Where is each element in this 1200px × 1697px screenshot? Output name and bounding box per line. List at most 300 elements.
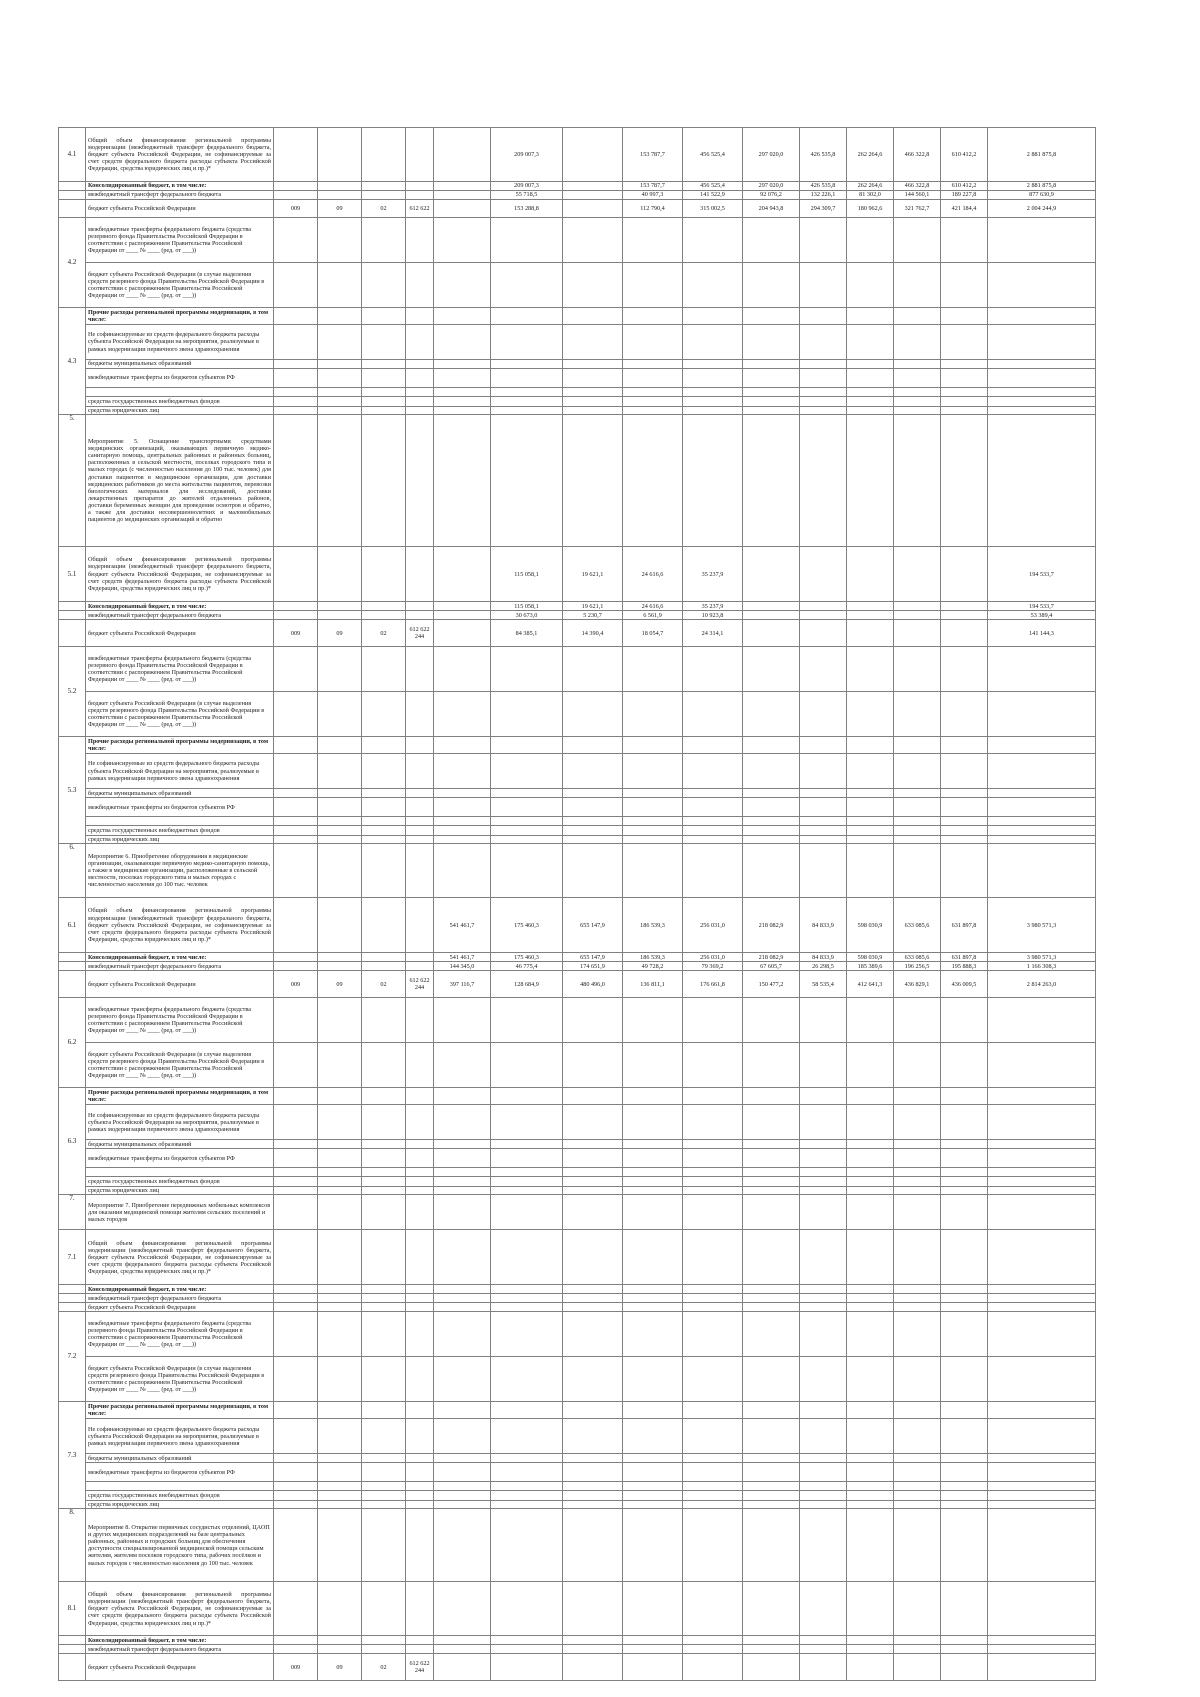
amount-cell: 480 496,0 (563, 971, 623, 998)
budget-code (274, 1312, 318, 1357)
amount-cell (941, 1509, 988, 1582)
amount-cell (563, 789, 623, 798)
amount-cell: 67 605,7 (743, 962, 800, 971)
budget-code (274, 1230, 318, 1285)
amount-cell (683, 1312, 743, 1357)
amount-cell (563, 128, 623, 182)
amount-cell (941, 397, 988, 407)
amount-cell (743, 415, 800, 547)
amount-cell (434, 1195, 491, 1230)
amount-cell (683, 1149, 743, 1168)
budget-code (406, 1509, 434, 1582)
amount-cell (941, 1149, 988, 1168)
table-row (59, 826, 1096, 836)
amount-cell (800, 1187, 847, 1195)
amount-cell (847, 1582, 894, 1636)
budget-code (318, 647, 362, 692)
table-row (59, 1149, 1096, 1168)
amount-cell (894, 817, 941, 826)
amount-cell (623, 1454, 683, 1463)
amount-cell (563, 1501, 623, 1509)
amount-cell (988, 998, 1096, 1043)
amount-cell (491, 1149, 563, 1168)
amount-cell (800, 692, 847, 737)
budget-code (274, 611, 318, 620)
budget-code (362, 602, 406, 611)
budget-code (362, 692, 406, 737)
amount-cell (623, 1195, 683, 1230)
amount-cell (800, 826, 847, 836)
table-row (59, 836, 1096, 844)
amount-cell (800, 1285, 847, 1294)
budget-document (58, 127, 1096, 1681)
budget-code (406, 325, 434, 360)
table-row (59, 1454, 1096, 1463)
budget-code (406, 836, 434, 844)
amount-cell (434, 1491, 491, 1501)
budget-code (274, 182, 318, 191)
amount-cell (563, 1636, 623, 1645)
row-index (59, 953, 86, 962)
budget-code (362, 128, 406, 182)
amount-cell: 35 237,9 (683, 602, 743, 611)
table-row (59, 611, 1096, 620)
amount-cell (941, 1419, 988, 1454)
table-row (59, 1195, 1096, 1230)
amount-cell (894, 308, 941, 325)
amount-cell (941, 1195, 988, 1230)
amount-cell: 55 718,5 (491, 191, 563, 200)
budget-code (406, 128, 434, 182)
amount-cell (800, 1509, 847, 1582)
amount-cell (491, 844, 563, 898)
budget-code (274, 547, 318, 602)
amount-cell (800, 1654, 847, 1681)
amount-cell: 6 561,9 (623, 611, 683, 620)
amount-cell (743, 397, 800, 407)
amount-cell (563, 1419, 623, 1454)
budget-code (318, 1105, 362, 1140)
amount-cell: 141 522,9 (683, 191, 743, 200)
amount-cell: 84 833,9 (800, 898, 847, 953)
row-index (59, 1636, 86, 1645)
amount-cell (800, 1463, 847, 1482)
amount-cell (563, 1303, 623, 1312)
amount-cell: 2 881 875,8 (988, 128, 1096, 182)
amount-cell: 18 054,7 (623, 620, 683, 647)
amount-cell (847, 836, 894, 844)
item-description: Не софинансируемые из средств федерального бюджета расходы субъекта Российской Федерации на мероприятия, реализуемые в рамках модернизации первичного звена здравоохранения (86, 325, 274, 360)
amount-cell (894, 611, 941, 620)
amount-cell (563, 200, 623, 218)
row-index: 7.1 (59, 1230, 86, 1285)
row-index: 6. (59, 844, 86, 898)
amount-cell (800, 1294, 847, 1303)
item-description: Мероприятие 5. Оснащение транспортными средствами медицинских организаций, оказывающих первичную медико-санитарную помощь, центральных районных и районных больниц, расположенных в сельской местности, поселках городского типа и малых городах (с численностью населения до 100 тыс. человек) для доставки пациентов в медицинские организации, для доставки медицинских работников до места жительства пациентов, перевозки биологических материалов для исследований, доставки лекарственных препаратов до жителей отдаленных районов, доставки беременных женщин для проведения осмотров и обратно, а также для доставки несовершеннолетних и маломобильных пациентов до медицинских организаций и обратно (86, 415, 274, 547)
amount-cell (800, 1168, 847, 1177)
amount-cell (623, 1140, 683, 1149)
amount-cell: 194 533,7 (988, 547, 1096, 602)
amount-cell (434, 1105, 491, 1140)
amount-cell (563, 1177, 623, 1187)
table-row (59, 1043, 1096, 1088)
amount-cell (563, 1509, 623, 1582)
amount-cell (434, 1043, 491, 1088)
amount-cell (847, 1645, 894, 1654)
amount-cell (941, 308, 988, 325)
budget-code (274, 1463, 318, 1482)
amount-cell (988, 1195, 1096, 1230)
amount-cell (847, 826, 894, 836)
table-row (59, 388, 1096, 397)
amount-cell (743, 602, 800, 611)
budget-code (318, 1043, 362, 1088)
amount-cell (743, 407, 800, 415)
amount-cell (683, 1654, 743, 1681)
table-row (59, 182, 1096, 191)
amount-cell: 81 302,0 (847, 191, 894, 200)
amount-cell (563, 1402, 623, 1419)
amount-cell: 436 009,5 (941, 971, 988, 998)
amount-cell (563, 1645, 623, 1654)
amount-cell (683, 1195, 743, 1230)
budget-code (406, 388, 434, 397)
budget-code (318, 817, 362, 826)
amount-cell (988, 826, 1096, 836)
amount-cell (941, 1168, 988, 1177)
budget-code (362, 1645, 406, 1654)
budget-code (362, 325, 406, 360)
item-description: бюджет субъекта Российской Федерации (86, 1654, 274, 1681)
budget-code (406, 962, 434, 971)
amount-cell (683, 1168, 743, 1177)
budget-code (318, 1312, 362, 1357)
budget-code (406, 263, 434, 308)
amount-cell (743, 692, 800, 737)
table-row (59, 1501, 1096, 1509)
amount-cell (434, 1303, 491, 1312)
amount-cell (847, 397, 894, 407)
budget-code (362, 1636, 406, 1645)
item-description: межбюджетный трансферт федерального бюджета (86, 1294, 274, 1303)
amount-cell (743, 1636, 800, 1645)
item-description: бюджет субъекта Российской Федерации (86, 971, 274, 998)
amount-cell (563, 1463, 623, 1482)
amount-cell: 24 616,6 (623, 602, 683, 611)
amount-cell (743, 308, 800, 325)
amount-cell (434, 1187, 491, 1195)
amount-cell (683, 1187, 743, 1195)
amount-cell (623, 407, 683, 415)
amount-cell (988, 218, 1096, 263)
amount-cell (800, 798, 847, 817)
amount-cell (941, 1491, 988, 1501)
budget-code (274, 1509, 318, 1582)
amount-cell (743, 1088, 800, 1105)
table-row (59, 1312, 1096, 1357)
budget-code (318, 1187, 362, 1195)
amount-cell (988, 836, 1096, 844)
amount-cell (434, 1454, 491, 1463)
row-index: 4.3 (59, 308, 86, 415)
item-description: Общий объем финансирования региональной программы модернизации (межбюджетный трансферт федерального бюджета, бюджет субъекта Российской Федерации, не софинансируемые за счет средств федерального бюджета расходы субъекта Российской Федерации, средства юридических лиц и пр.)* (86, 1582, 274, 1636)
amount-cell (434, 263, 491, 308)
row-index: 6.2 (59, 998, 86, 1088)
amount-cell (563, 1195, 623, 1230)
budget-code (362, 369, 406, 388)
amount-cell (623, 1645, 683, 1654)
amount-cell (988, 1645, 1096, 1654)
row-index (59, 1294, 86, 1303)
amount-cell (988, 1140, 1096, 1149)
amount-cell (683, 415, 743, 547)
budget-code (406, 1149, 434, 1168)
amount-cell (847, 798, 894, 817)
budget-code (362, 407, 406, 415)
amount-cell (847, 1195, 894, 1230)
item-description: бюджет субъекта Российской Федерации (в случае выделения средств резервного фонда Правительства Российской Федерации в соответствии с распоряжением Правительства Российской Федерации от ____ № ____ (ред. от ___)) (86, 1357, 274, 1402)
amount-cell (988, 692, 1096, 737)
amount-cell (683, 397, 743, 407)
table-row (59, 1105, 1096, 1140)
amount-cell: 180 962,6 (847, 200, 894, 218)
budget-code (318, 1285, 362, 1294)
budget-code (362, 1454, 406, 1463)
table-row (59, 1636, 1096, 1645)
budget-code (406, 1419, 434, 1454)
amount-cell (894, 789, 941, 798)
amount-cell (683, 1491, 743, 1501)
budget-code (406, 397, 434, 407)
amount-cell (683, 1285, 743, 1294)
amount-cell (941, 1312, 988, 1357)
amount-cell (847, 263, 894, 308)
amount-cell (683, 817, 743, 826)
amount-cell (894, 1312, 941, 1357)
budget-code (406, 789, 434, 798)
amount-cell (800, 1357, 847, 1402)
budget-code (274, 1491, 318, 1501)
budget-code (406, 1582, 434, 1636)
budget-code (274, 128, 318, 182)
amount-cell: 185 389,6 (847, 962, 894, 971)
budget-code (318, 1303, 362, 1312)
amount-cell (743, 325, 800, 360)
amount-cell (847, 1402, 894, 1419)
amount-cell (894, 754, 941, 789)
budget-code (318, 325, 362, 360)
amount-cell (941, 798, 988, 817)
amount-cell (988, 397, 1096, 407)
amount-cell (800, 547, 847, 602)
amount-cell (563, 1105, 623, 1140)
amount-cell (491, 647, 563, 692)
item-description: бюджет субъекта Российской Федерации (86, 1303, 274, 1312)
budget-code (318, 407, 362, 415)
budget-code (406, 1230, 434, 1285)
amount-cell (491, 1636, 563, 1645)
amount-cell (623, 388, 683, 397)
row-index (59, 971, 86, 998)
amount-cell: 153 787,7 (623, 128, 683, 182)
amount-cell (491, 817, 563, 826)
amount-cell (894, 1419, 941, 1454)
amount-cell (491, 826, 563, 836)
budget-code (318, 388, 362, 397)
amount-cell: 176 661,8 (683, 971, 743, 998)
amount-cell (743, 611, 800, 620)
amount-cell (491, 218, 563, 263)
budget-code (406, 415, 434, 547)
item-description (86, 388, 274, 397)
budget-code (274, 962, 318, 971)
amount-cell (941, 407, 988, 415)
amount-cell: 610 412,2 (941, 182, 988, 191)
amount-cell (941, 1636, 988, 1645)
amount-cell (894, 263, 941, 308)
amount-cell (623, 1463, 683, 1482)
budget-code: 02 (362, 971, 406, 998)
amount-cell (894, 360, 941, 369)
amount-cell (894, 1645, 941, 1654)
amount-cell (800, 1043, 847, 1088)
budget-code (274, 1285, 318, 1294)
amount-cell: 153 787,7 (623, 182, 683, 191)
table-row (59, 1168, 1096, 1177)
budget-code (406, 1303, 434, 1312)
amount-cell (847, 1140, 894, 1149)
item-description: средства юридических лиц (86, 407, 274, 415)
amount-cell (434, 789, 491, 798)
amount-cell (988, 1312, 1096, 1357)
amount-cell (894, 397, 941, 407)
amount-cell (847, 1105, 894, 1140)
budget-code (274, 415, 318, 547)
budget-code (406, 1463, 434, 1482)
item-description: Общий объем финансирования региональной программы модернизации (межбюджетный трансферт федерального бюджета, бюджет субъекта Российской Федерации, не софинансируемые за счет средств федерального бюджета расходы субъекта Российской Федерации, средства юридических лиц и пр.)* (86, 898, 274, 953)
item-description: бюджеты муниципальных образований (86, 789, 274, 798)
table-row (59, 1419, 1096, 1454)
table-row (59, 407, 1096, 415)
table-row (59, 547, 1096, 602)
item-description: Прочие расходы региональной программы модернизации, в том числе: (86, 1088, 274, 1105)
amount-cell: 58 535,4 (800, 971, 847, 998)
amount-cell (743, 1294, 800, 1303)
row-index (59, 620, 86, 647)
row-index: 6.1 (59, 898, 86, 953)
amount-cell (800, 388, 847, 397)
budget-code (362, 415, 406, 547)
budget-code (318, 1463, 362, 1482)
budget-code (274, 953, 318, 962)
item-description: Мероприятие 8. Открытие первичных сосудистых отделений, ЦАОП и других медицинских подразделений на базе центральных районных, районных и городских больниц для обеспечения доступности специализированной медицинской помощи сельским жителям, жителям поселков городского типа, рабочих посёлков и малых городов с численностью населения до 100 тыс. человек (86, 1509, 274, 1582)
amount-cell (623, 817, 683, 826)
item-description: Консолидированный бюджет, в том числе: (86, 953, 274, 962)
amount-cell (743, 388, 800, 397)
budget-code (274, 218, 318, 263)
amount-cell (941, 360, 988, 369)
budget-code (274, 1419, 318, 1454)
amount-cell (988, 1402, 1096, 1419)
item-description: бюджеты муниципальных образований (86, 1454, 274, 1463)
budget-code (362, 962, 406, 971)
amount-cell (988, 798, 1096, 817)
table-row (59, 1088, 1096, 1105)
amount-cell (988, 1482, 1096, 1491)
amount-cell (941, 1105, 988, 1140)
budget-code (362, 1043, 406, 1088)
amount-cell (743, 754, 800, 789)
amount-cell (491, 415, 563, 547)
amount-cell (623, 836, 683, 844)
amount-cell (894, 602, 941, 611)
budget-code (274, 263, 318, 308)
amount-cell: 112 790,4 (623, 200, 683, 218)
amount-cell (894, 369, 941, 388)
amount-cell (941, 1463, 988, 1482)
amount-cell: 144 560,1 (894, 191, 941, 200)
budget-code (406, 737, 434, 754)
amount-cell (800, 308, 847, 325)
budget-code (318, 1582, 362, 1636)
amount-cell (800, 602, 847, 611)
amount-cell (941, 789, 988, 798)
amount-cell (563, 1230, 623, 1285)
budget-code (362, 789, 406, 798)
amount-cell (491, 397, 563, 407)
amount-cell (434, 1463, 491, 1482)
budget-code (362, 647, 406, 692)
amount-cell (941, 844, 988, 898)
budget-code (274, 407, 318, 415)
budget-code (318, 1402, 362, 1419)
amount-cell (563, 1285, 623, 1294)
amount-cell (563, 737, 623, 754)
amount-cell (743, 547, 800, 602)
item-description: Мероприятие 7. Приобретение передвижных мобильных комплексов для оказания медицинской помощи жителям сельских поселений и малых городов (86, 1195, 274, 1230)
amount-cell (941, 620, 988, 647)
budget-code (362, 1312, 406, 1357)
budget-code (406, 692, 434, 737)
item-description: бюджет субъекта Российской Федерации (в случае выделения средств резервного фонда Правительства Российской Федерации в соответствии с распоряжением Правительства Российской Федерации от ____ № ____ (ред. от ___)) (86, 1043, 274, 1088)
table-row (59, 1140, 1096, 1149)
table-row (59, 1654, 1096, 1681)
amount-cell (683, 1177, 743, 1187)
amount-cell (847, 1463, 894, 1482)
amount-cell (623, 1294, 683, 1303)
amount-cell (941, 1645, 988, 1654)
budget-code (362, 191, 406, 200)
amount-cell: 598 030,9 (847, 898, 894, 953)
budget-code (274, 1149, 318, 1168)
item-description: бюджет субъекта Российской Федерации (86, 200, 274, 218)
row-index: 8. (59, 1509, 86, 1582)
amount-cell (941, 1303, 988, 1312)
budget-code (362, 1294, 406, 1303)
table-row (59, 1285, 1096, 1294)
amount-cell (847, 547, 894, 602)
amount-cell (894, 826, 941, 836)
amount-cell (847, 218, 894, 263)
item-description: межбюджетные трансферты федерального бюджета (средства резервного фонда Правительства Российской Федерации в соответствии с распоряжением Правительства Российской Федерации от ____ № ____ (ред. от ___)) (86, 218, 274, 263)
amount-cell (847, 1294, 894, 1303)
amount-cell (941, 998, 988, 1043)
amount-cell (563, 191, 623, 200)
amount-cell (988, 1105, 1096, 1140)
budget-code (274, 1501, 318, 1509)
amount-cell (800, 1088, 847, 1105)
amount-cell (434, 1645, 491, 1654)
